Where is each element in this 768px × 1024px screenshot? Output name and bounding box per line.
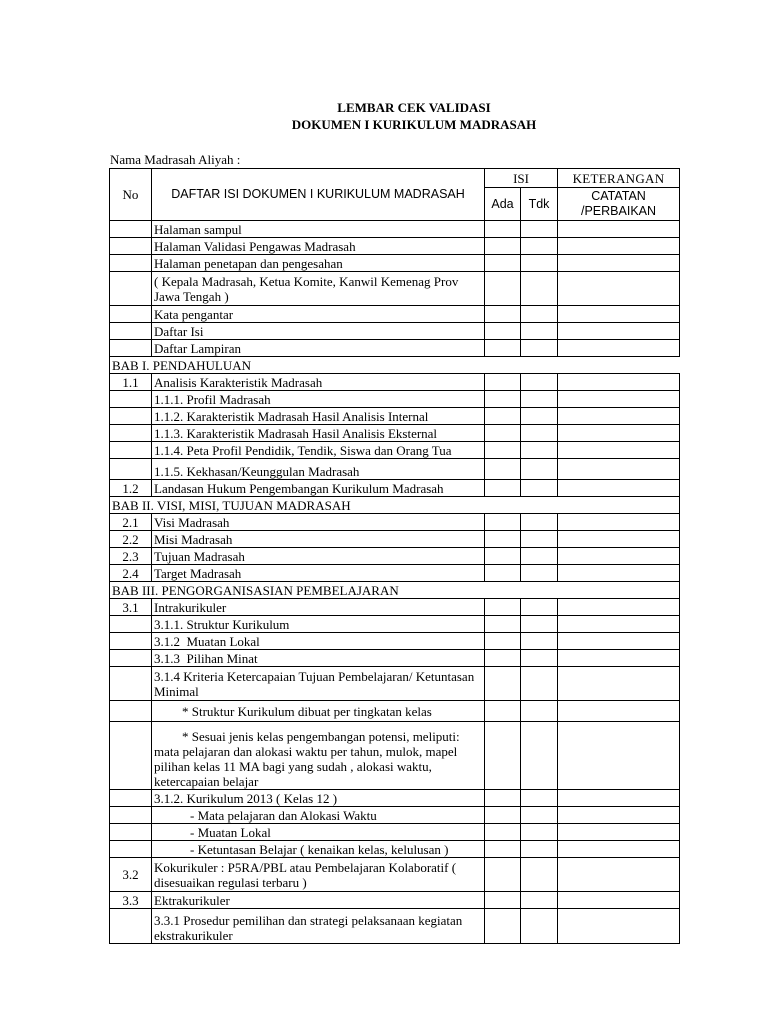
cell-catatan[interactable]: [558, 425, 680, 442]
row-text: - Muatan Lokal: [152, 824, 485, 841]
table-row: [110, 616, 680, 633]
row-text: ( Kepala Madrasah, Ketua Komite, Kanwil Kemenag Prov Jawa Tengah ): [152, 272, 485, 306]
row-text: Target Madrasah: [152, 565, 485, 582]
cell-ada[interactable]: [485, 701, 521, 722]
cell-tdk[interactable]: [521, 616, 558, 633]
cell-ada[interactable]: [485, 841, 521, 858]
cell-catatan[interactable]: [558, 548, 680, 565]
table-row: [110, 408, 680, 425]
row-text: * Sesuai jenis kelas pengembangan potensi, meliputi: mata pelajaran dan alokasi waktu per tahun, mulok, mapel pilihan kelas 11 MA bagi yang sudah , alokasi waktu, ketercapaian belajar: [152, 722, 485, 790]
cell-ada[interactable]: [485, 255, 521, 272]
cell-ada[interactable]: [485, 633, 521, 650]
cell-catatan[interactable]: [558, 391, 680, 408]
cell-tdk[interactable]: [521, 824, 558, 841]
row-text: 1.1.4. Peta Profil Pendidik, Tendik, Siswa dan Orang Tua: [152, 442, 485, 459]
row-text: - Ketuntasan Belajar ( kenaikan kelas, kelulusan ): [152, 841, 485, 858]
cell-catatan[interactable]: [558, 599, 680, 616]
row-text: 3.1.2. Kurikulum 2013 ( Kelas 12 ): [152, 790, 485, 807]
row-text: 3.1.1. Struktur Kurikulum: [152, 616, 485, 633]
cell-tdk[interactable]: [521, 599, 558, 616]
cell-tdk[interactable]: [521, 650, 558, 667]
bab-heading: BAB I. PENDAHULUAN: [110, 357, 680, 374]
row-text: * Struktur Kurikulum dibuat per tingkatan kelas: [152, 701, 485, 722]
table-row: [110, 531, 680, 548]
cell-tdk[interactable]: [521, 807, 558, 824]
cell-tdk[interactable]: [521, 841, 558, 858]
row-text: 3.3.1 Prosedur pemilihan dan strategi pelaksanaan kegiatan ekstrakurikuler: [152, 909, 485, 944]
table-row: [110, 599, 680, 616]
cell-catatan[interactable]: [558, 408, 680, 425]
cell-ada[interactable]: [485, 548, 521, 565]
cell-ada[interactable]: [485, 722, 521, 790]
cell-tdk[interactable]: [521, 306, 558, 323]
cell-catatan[interactable]: [558, 807, 680, 824]
cell-ada[interactable]: [485, 306, 521, 323]
cell-tdk[interactable]: [521, 548, 558, 565]
cell-ada[interactable]: [485, 272, 521, 306]
table-row: [110, 701, 680, 722]
cell-tdk[interactable]: [521, 514, 558, 531]
cell-catatan[interactable]: [558, 459, 680, 480]
header-daftar-isi: DAFTAR ISI DOKUMEN I KURIKULUM MADRASAH: [152, 169, 485, 221]
table-row: [110, 238, 680, 255]
cell-catatan[interactable]: [558, 480, 680, 497]
cell-ada[interactable]: [485, 858, 521, 892]
row-number: 2.1: [110, 514, 152, 531]
header-catatan: CATATAN /PERBAIKAN: [558, 188, 680, 221]
cell-tdk[interactable]: [521, 323, 558, 340]
cell-ada[interactable]: [485, 807, 521, 824]
cell-catatan[interactable]: [558, 701, 680, 722]
header-ada: Ada: [485, 188, 521, 221]
bab-row: [110, 357, 680, 374]
table-row: [110, 824, 680, 841]
header-keterangan: KETERANGAN: [558, 169, 680, 188]
cell-ada[interactable]: [485, 531, 521, 548]
bab-heading: BAB II. VISI, MISI, TUJUAN MADRASAH: [110, 497, 680, 514]
cell-catatan[interactable]: [558, 841, 680, 858]
bab-heading: BAB III. PENGORGANISASIAN PEMBELAJARAN: [110, 582, 680, 599]
cell-tdk[interactable]: [521, 408, 558, 425]
cell-catatan[interactable]: [558, 221, 680, 238]
table-row: [110, 858, 680, 892]
cell-ada[interactable]: [485, 323, 521, 340]
cell-tdk[interactable]: [521, 391, 558, 408]
row-text: Halaman sampul: [152, 221, 485, 238]
table-row: [110, 306, 680, 323]
table-row: [110, 548, 680, 565]
table-row: [110, 667, 680, 701]
row-text: Daftar Lampiran: [152, 340, 485, 357]
cell-tdk[interactable]: [521, 238, 558, 255]
cell-tdk[interactable]: [521, 633, 558, 650]
cell-catatan[interactable]: [558, 633, 680, 650]
cell-catatan[interactable]: [558, 790, 680, 807]
cell-ada[interactable]: [485, 480, 521, 497]
cell-tdk[interactable]: [521, 892, 558, 909]
table-row: [110, 255, 680, 272]
table-row: [110, 459, 680, 480]
cell-catatan[interactable]: [558, 272, 680, 306]
row-text: 1.1.1. Profil Madrasah: [152, 391, 485, 408]
header-tdk: Tdk: [521, 188, 558, 221]
table-row: [110, 807, 680, 824]
row-text: Kata pengantar: [152, 306, 485, 323]
cell-catatan[interactable]: [558, 667, 680, 701]
cell-tdk[interactable]: [521, 909, 558, 944]
cell-catatan[interactable]: [558, 892, 680, 909]
cell-catatan[interactable]: [558, 374, 680, 391]
table-row: [110, 841, 680, 858]
bab-row: [110, 582, 680, 599]
cell-ada[interactable]: [485, 667, 521, 701]
cell-tdk[interactable]: [521, 221, 558, 238]
table-row: [110, 565, 680, 582]
table-row: [110, 425, 680, 442]
cell-catatan[interactable]: [558, 565, 680, 582]
cell-ada[interactable]: [485, 650, 521, 667]
row-number: 2.4: [110, 565, 152, 582]
cell-ada[interactable]: [485, 340, 521, 357]
cell-ada[interactable]: [485, 442, 521, 459]
row-text: Intrakurikuler: [152, 599, 485, 616]
cell-ada[interactable]: [485, 892, 521, 909]
cell-ada[interactable]: [485, 790, 521, 807]
table-row: [110, 480, 680, 497]
cell-catatan[interactable]: [558, 616, 680, 633]
row-text: - Mata pelajaran dan Alokasi Waktu: [152, 807, 485, 824]
cell-catatan[interactable]: [558, 323, 680, 340]
cell-tdk[interactable]: [521, 272, 558, 306]
document-title: LEMBAR CEK VALIDASI: [337, 100, 491, 115]
table-row: [110, 514, 680, 531]
row-text: Kokurikuler : P5RA/PBL atau Pembelajaran Kolaboratif ( disesuaikan regulasi terbaru ): [152, 858, 485, 892]
cell-tdk[interactable]: [521, 255, 558, 272]
checklist-table: [109, 168, 680, 944]
cell-ada[interactable]: [485, 221, 521, 238]
table-row: [110, 442, 680, 459]
row-number: 2.2: [110, 531, 152, 548]
table-row: [110, 374, 680, 391]
row-text: Halaman Validasi Pengawas Madrasah: [152, 238, 485, 255]
cell-catatan[interactable]: [558, 531, 680, 548]
cell-tdk[interactable]: [521, 858, 558, 892]
cell-ada[interactable]: [485, 459, 521, 480]
row-text: 3.1.2 Muatan Lokal: [152, 633, 485, 650]
table-row: [110, 650, 680, 667]
table-row: [110, 272, 680, 306]
cell-tdk[interactable]: [521, 565, 558, 582]
table-row: [110, 323, 680, 340]
row-text: 1.1.3. Karakteristik Madrasah Hasil Analisis Eksternal: [152, 425, 485, 442]
madrasah-name-label: Nama Madrasah Aliyah :: [110, 152, 241, 167]
cell-catatan[interactable]: [558, 824, 680, 841]
cell-catatan[interactable]: [558, 650, 680, 667]
row-text: Analisis Karakteristik Madrasah: [152, 374, 485, 391]
table-row: [110, 790, 680, 807]
cell-tdk[interactable]: [521, 667, 558, 701]
cell-catatan[interactable]: [558, 306, 680, 323]
cell-ada[interactable]: [485, 616, 521, 633]
cell-ada[interactable]: [485, 408, 521, 425]
cell-tdk[interactable]: [521, 790, 558, 807]
cell-tdk[interactable]: [521, 459, 558, 480]
row-number: 3.2: [110, 858, 152, 892]
row-text: 1.1.5. Kekhasan/Keunggulan Madrasah: [152, 459, 485, 480]
cell-ada[interactable]: [485, 391, 521, 408]
cell-tdk[interactable]: [521, 374, 558, 391]
header-no: No: [110, 169, 152, 221]
row-text: 3.1.3 Pilihan Minat: [152, 650, 485, 667]
cell-tdk[interactable]: [521, 480, 558, 497]
cell-tdk[interactable]: [521, 442, 558, 459]
cell-catatan[interactable]: [558, 255, 680, 272]
cell-ada[interactable]: [485, 909, 521, 944]
row-text: Halaman penetapan dan pengesahan: [152, 255, 485, 272]
row-text: Tujuan Madrasah: [152, 548, 485, 565]
row-number: 1.1: [110, 374, 152, 391]
cell-catatan[interactable]: [558, 722, 680, 790]
row-number: 3.3: [110, 892, 152, 909]
cell-catatan[interactable]: [558, 340, 680, 357]
table-row: [110, 892, 680, 909]
table-row: [110, 633, 680, 650]
row-text: 3.1.4 Kriteria Ketercapaian Tujuan Pembelajaran/ Ketuntasan Minimal: [152, 667, 485, 701]
cell-tdk[interactable]: [521, 701, 558, 722]
cell-tdk[interactable]: [521, 531, 558, 548]
table-row: [110, 722, 680, 790]
cell-ada[interactable]: [485, 824, 521, 841]
cell-ada[interactable]: [485, 425, 521, 442]
cell-ada[interactable]: [485, 238, 521, 255]
table-row: [110, 909, 680, 944]
row-text: Landasan Hukum Pengembangan Kurikulum Madrasah: [152, 480, 485, 497]
row-text: Ektrakurikuler: [152, 892, 485, 909]
cell-catatan[interactable]: [558, 238, 680, 255]
table-row: [110, 391, 680, 408]
row-number: 3.1: [110, 599, 152, 616]
cell-ada[interactable]: [485, 514, 521, 531]
row-text: 1.1.2. Karakteristik Madrasah Hasil Analisis Internal: [152, 408, 485, 425]
cell-catatan[interactable]: [558, 442, 680, 459]
cell-ada[interactable]: [485, 565, 521, 582]
cell-catatan[interactable]: [558, 514, 680, 531]
cell-catatan[interactable]: [558, 909, 680, 944]
row-number: 2.3: [110, 548, 152, 565]
row-text: Visi Madrasah: [152, 514, 485, 531]
row-text: Misi Madrasah: [152, 531, 485, 548]
cell-tdk[interactable]: [521, 722, 558, 790]
row-number: 1.2: [110, 480, 152, 497]
cell-ada[interactable]: [485, 599, 521, 616]
header-isi: ISI: [485, 169, 558, 188]
table-row: [110, 340, 680, 357]
cell-ada[interactable]: [485, 374, 521, 391]
cell-tdk[interactable]: [521, 340, 558, 357]
row-text: Daftar Isi: [152, 323, 485, 340]
document-subtitle: DOKUMEN I KURIKULUM MADRASAH: [291, 117, 537, 132]
cell-tdk[interactable]: [521, 425, 558, 442]
table-row: [110, 221, 680, 238]
bab-row: [110, 497, 680, 514]
cell-catatan[interactable]: [558, 858, 680, 892]
